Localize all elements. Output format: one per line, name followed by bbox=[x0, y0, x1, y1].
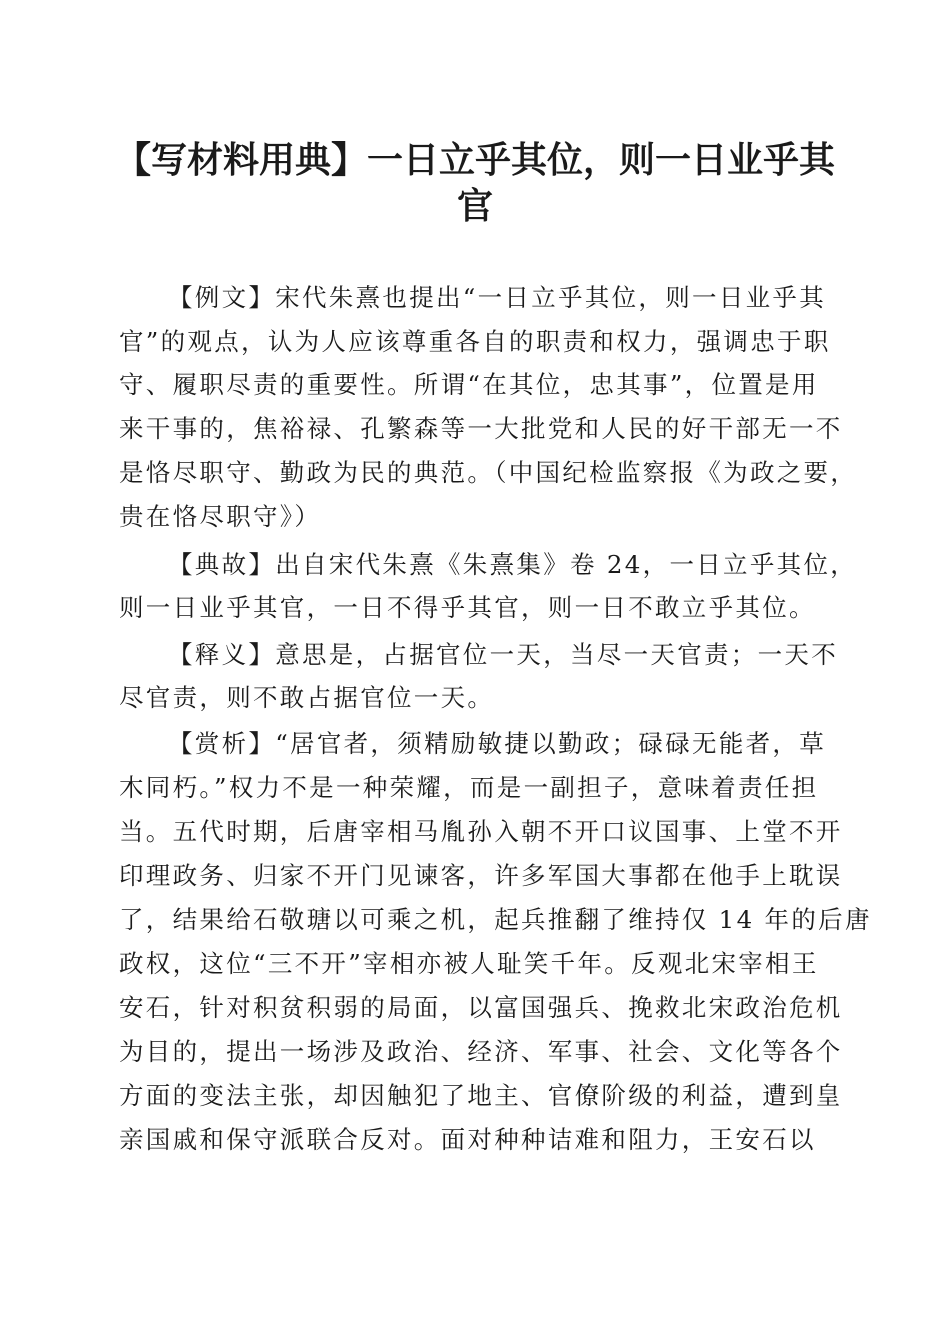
document-title-line-2: 官 bbox=[456, 185, 493, 227]
paragraph-analysis-line: 木同朽。”权力不是一种荣耀，而是一副担子，意味着责任担 bbox=[119, 773, 819, 802]
paragraph-example-line: 官”的观点，认为人应该尊重各自的职责和权力，强调忠于职 bbox=[119, 327, 831, 356]
paragraph-analysis-line: 【赏析】“居官者，须精励敏捷以勤政；碌碌无能者，草 bbox=[168, 729, 827, 758]
paragraph-analysis-line: 印理政务、归家不开门见谏客，许多军国大事都在他手上耽误 bbox=[119, 861, 843, 890]
paragraph-analysis-line: 政权，这位“三不开”宰相亦被人耻笑千年。反观北宋宰相王 bbox=[119, 949, 819, 978]
paragraph-analysis-line: 了，结果给石敬瑭以可乘之机，起兵推翻了维持仅 14 年的后唐 bbox=[119, 905, 872, 934]
paragraph-allusion-line: 【典故】出自宋代朱熹《朱熹集》卷 24，一日立乎其位， bbox=[168, 550, 858, 579]
paragraph-analysis-line: 当。五代时期，后唐宰相马胤孙入朝不开口议国事、上堂不开 bbox=[119, 817, 843, 846]
paragraph-example-line: 是恪尽职守、勤政为民的典范。（中国纪检监察报《为政之要， bbox=[119, 458, 858, 487]
paragraph-allusion-line: 则一日业乎其官，一日不得乎其官，则一日不敢立乎其位。 bbox=[119, 593, 816, 622]
paragraph-example-line: 守、履职尽责的重要性。所谓“在其位，忠其事”，位置是用 bbox=[119, 370, 819, 399]
paragraph-analysis-line: 方面的变法主张，却因触犯了地主、官僚阶级的利益，遭到皇 bbox=[119, 1081, 843, 1110]
paragraph-analysis-line: 亲国戚和保守派联合反对。面对种种诘难和阻力，王安石以 bbox=[119, 1125, 816, 1154]
paragraph-analysis-line: 安石，针对积贫积弱的局面，以富国强兵、挽救北宋政治危机 bbox=[119, 993, 843, 1022]
paragraph-analysis-line: 为目的，提出一场涉及政治、经济、军事、社会、文化等各个 bbox=[119, 1037, 843, 1066]
paragraph-meaning-line: 尽官责，则不敢占据官位一天。 bbox=[119, 683, 495, 712]
document-title-line-1: 【写材料用典】一日立乎其位，则一日业乎其 bbox=[114, 139, 835, 181]
paragraph-example-line: 【例文】宋代朱熹也提出“一日立乎其位，则一日业乎其 bbox=[168, 283, 827, 312]
paragraph-example-line: 贵在恪尽职守》） bbox=[119, 502, 322, 531]
paragraph-example-line: 来干事的，焦裕禄、孔繁森等一大批党和人民的好干部无一不 bbox=[119, 414, 843, 443]
paragraph-meaning-line: 【释义】意思是，占据官位一天，当尽一天官责；一天不 bbox=[168, 640, 838, 669]
